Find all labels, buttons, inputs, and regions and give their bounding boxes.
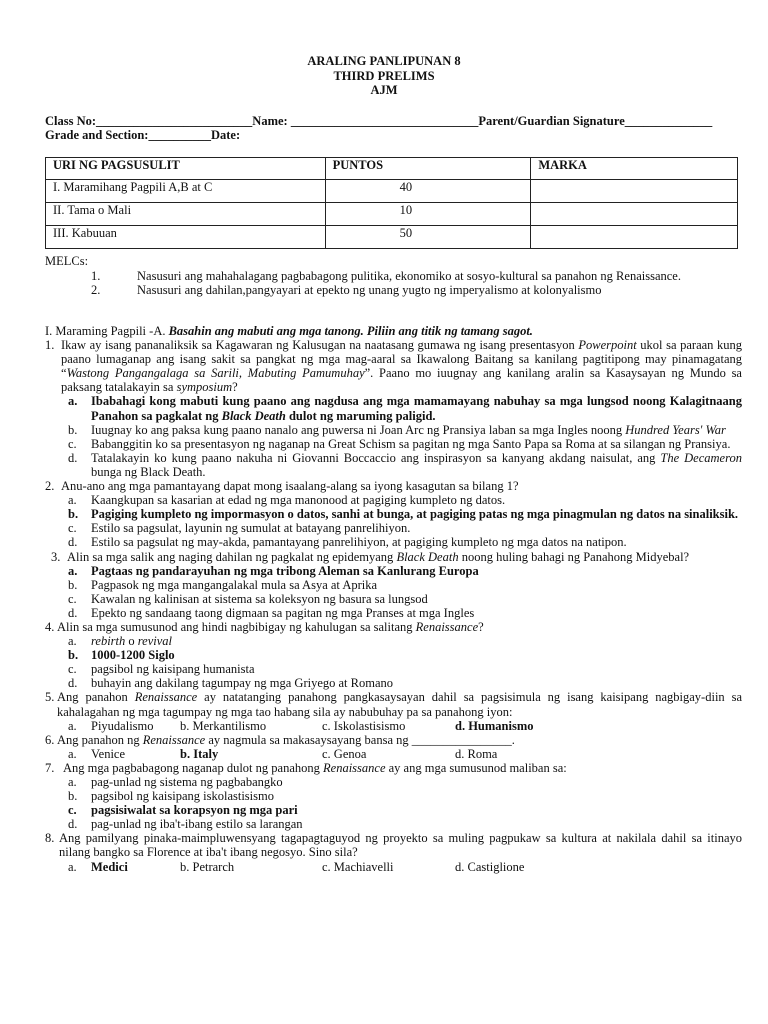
question-6 <box>45 733 742 747</box>
row-mark[interactable] <box>531 226 738 249</box>
table-row <box>46 226 738 249</box>
option-text: Ibabahagi kong mabuti kung paano ang nagdusa ang mga mamamayang nabuhay sa mga lungsod noong Kalagitnaang Panahon sa pagkalat ng <box>91 394 742 423</box>
option-d[interactable]: d. Humanismo <box>455 718 534 733</box>
option-text: Pagpasok ng mga mangangalakal mula sa Asya at Aprika <box>91 577 378 592</box>
question-number: 6. <box>45 732 55 747</box>
section-instruction: Basahin ang mabuti ang mga tanong. Piliin ang titik ng tamang sagot. <box>168 324 533 338</box>
grade-section-date-line: Grade and Section:__________Date: <box>45 128 241 142</box>
option-text: pagsibol ng kaisipang humanista <box>91 662 255 677</box>
option-letter: a. <box>68 493 77 508</box>
option-c[interactable]: c. Machiavelli <box>322 859 394 874</box>
question-text-italic: Renaissance <box>134 690 198 705</box>
question-text: Ang panahon <box>57 690 135 705</box>
question-text-italic: Renaissance <box>142 732 206 747</box>
header-points: PUNTOS <box>325 158 531 180</box>
question-text: ”. Paano mo iuugnay ang kanilang aralin sa Kasaysayan ng Mundo sa paksang tatalakayin sa <box>61 366 742 395</box>
option-letter: b. <box>68 577 78 592</box>
option-letter: c. <box>68 591 77 606</box>
questions-section <box>45 324 742 874</box>
option-c[interactable] <box>45 662 742 676</box>
row-type: II. Tama o Mali <box>46 203 326 226</box>
table-row <box>46 203 738 226</box>
subject-title: ARALING PANLIPUNAN 8 <box>307 54 461 68</box>
option-b[interactable] <box>45 648 742 662</box>
question-1 <box>45 338 742 394</box>
options-row <box>45 747 742 761</box>
option-text: Babanggitin ko sa presentasyon ng naganap na Great Schism sa pagitan ng mga Santo Papa sa Roma at sa silangan ng Pransiya. <box>91 436 731 451</box>
question-text: ? <box>232 380 238 395</box>
row-points <box>325 226 531 249</box>
question-text: Ikaw ay isang pananaliksik sa Kagawaran ng Kalusugan na naatasang gumawa ng isang presentasyon <box>61 338 579 353</box>
option-text: dulot ng maruming paligid. <box>285 408 436 423</box>
option-letter: c. <box>68 662 77 677</box>
question-text: Ang panahon ng <box>57 732 143 747</box>
option-text: Estilo sa pagsulat, layunin ng sumulat at batayang panrelihiyon. <box>91 521 411 536</box>
melc-text: Nasusuri ang mahahalagang pagbabagong pulitika, ekonomiko at sosyo-kultural sa panahon ng Renaissance. <box>137 268 681 283</box>
option-text-italic: Black Death <box>221 408 286 423</box>
option-text: Pagiging kumpleto ng impormasyon o datos, sanhi at bunga, at pagiging patas ng mga pinagmulan ng datos na sinaliksik. <box>91 507 739 522</box>
question-text-italic: symposium <box>176 380 233 395</box>
points-value: 40 <box>399 180 413 194</box>
question-8 <box>45 831 742 859</box>
row-points <box>325 180 531 203</box>
row-mark[interactable] <box>531 180 738 203</box>
question-number: 4. <box>45 619 55 634</box>
option-letter: d. <box>68 676 78 691</box>
table-row <box>46 180 738 203</box>
option-a[interactable] <box>45 564 742 578</box>
question-text-italic: Renaissance <box>323 760 386 775</box>
option-text-italic: The Decameron <box>660 450 743 465</box>
header-mark: MARKA <box>531 158 738 180</box>
option-c[interactable] <box>45 437 742 451</box>
option-letter: a. <box>68 718 77 733</box>
option-text: pag-unlad ng iba't-ibang estilo sa larangan <box>91 817 303 832</box>
option-letter: a. <box>68 775 77 789</box>
option-c[interactable] <box>45 803 742 817</box>
option-a[interactable] <box>45 634 742 648</box>
option-c[interactable]: c. Genoa <box>322 746 367 761</box>
option-b[interactable] <box>45 507 742 521</box>
melcs-label: MELCs: <box>45 254 89 268</box>
option-text: pag-unlad ng sistema ng pagbabangko <box>91 775 283 789</box>
question-4 <box>45 620 742 634</box>
question-text: ay nagmula sa makasaysayang bansa ng ________________. <box>205 732 515 747</box>
option-text: Kaangkupan sa kasarian at edad ng mga manonood at pagiging kumpleto ng datos. <box>91 493 506 508</box>
question-number: 2. <box>45 479 55 494</box>
section-title: I. Maraming Pagpili -A. <box>45 324 169 338</box>
question-text-italic: Black Death <box>396 549 459 564</box>
option-letter: c. <box>68 521 77 536</box>
option-text-italic: revival <box>137 634 173 649</box>
option-text: bunga ng Black Death. <box>91 464 206 479</box>
option-letter: b. <box>68 789 78 804</box>
question-text: ay ang mga sumusunod maliban sa: <box>385 760 567 775</box>
exam-header <box>0 54 768 98</box>
question-number: 5. <box>45 690 55 705</box>
melc-item <box>45 283 737 298</box>
row-type: I. Maramihang Pagpili A,B at C <box>46 180 326 203</box>
question-number: 7. <box>45 760 55 775</box>
option-b[interactable]: b. Petrarch <box>180 859 235 874</box>
option-text: Pagtaas ng pandarayuhan ng mga tribong Aleman sa Kanlurang Europa <box>91 563 479 578</box>
option-d[interactable] <box>45 817 742 831</box>
option-a[interactable]: Venice <box>91 746 126 761</box>
option-a[interactable]: Medici <box>91 859 128 874</box>
option-d[interactable] <box>45 535 742 549</box>
class-name-signature-line: Class No:_________________________Name: ______________________________Parent/Guardian Signature______________ <box>45 114 713 128</box>
option-letter: d. <box>68 817 78 832</box>
question-number: 8. <box>45 831 55 846</box>
options-row <box>45 719 742 733</box>
option-letter: a. <box>68 859 77 874</box>
header-type: URI NG PAGSUSULIT <box>46 158 326 180</box>
question-text: Alin sa mga sumusunod ang hindi nagbibigay ng kahulugan sa salitang <box>57 619 416 634</box>
option-b[interactable] <box>45 423 742 437</box>
option-text: pagsisiwalat sa korapsyon ng mga pari <box>91 803 298 818</box>
option-b[interactable]: b. Italy <box>180 746 219 761</box>
question-7 <box>45 761 742 775</box>
melc-number: 1. <box>91 268 101 283</box>
option-letter: d. <box>68 450 78 465</box>
option-d[interactable]: d. Roma <box>455 746 498 761</box>
option-b[interactable]: b. Merkantilismo <box>180 718 267 733</box>
option-letter: b. <box>68 648 79 663</box>
option-letter: c. <box>68 436 77 451</box>
option-text: pagsibol ng kaisipang iskolastisismo <box>91 789 274 804</box>
melc-number: 2. <box>91 283 101 297</box>
option-text: Estilo sa pagsulat ng may-akda, pamantayang panrelihiyon, at pagiging kumpleto ng mga datos na natipon. <box>91 535 627 550</box>
option-a[interactable] <box>45 394 742 422</box>
option-text: 1000-1200 Siglo <box>91 648 175 663</box>
question-text: ukol sa paraan kung paano lumaganap ang isang sakit sa pangkat ng mga mag-aaral sa Ikawalong Baitang sa kanilang pagtitipong may pinamagatang “ <box>61 338 742 381</box>
option-c[interactable]: c. Iskolastisismo <box>322 718 406 733</box>
section-heading <box>45 324 742 338</box>
option-letter: c. <box>68 803 77 818</box>
options-row <box>45 860 742 874</box>
question-number: 1. <box>45 338 55 353</box>
option-text: Kawalan ng kalinisan at sistema sa koleksyon ng basura sa lungsod <box>91 591 428 606</box>
option-a[interactable] <box>45 493 742 507</box>
question-text: Alin sa mga salik ang naging dahilan ng pagkalat ng epidemyang <box>67 549 397 564</box>
option-text: o <box>125 634 138 649</box>
question-3 <box>45 550 742 564</box>
option-letter: a. <box>68 394 78 409</box>
option-letter: d. <box>68 535 78 550</box>
score-table <box>45 157 738 249</box>
option-letter: d. <box>68 605 78 620</box>
question-text: noong huling bahagi ng Panahong Midyebal? <box>458 549 690 564</box>
option-letter: b. <box>68 422 78 437</box>
option-a[interactable]: Piyudalismo <box>91 718 154 733</box>
row-points <box>325 203 531 226</box>
question-text: Ang mga pagbabagong naganap dulot ng panahong <box>63 760 324 775</box>
option-d[interactable] <box>45 451 742 479</box>
option-text-italic: Hundred Years' War <box>625 422 726 437</box>
teacher-initials: AJM <box>370 83 398 97</box>
option-a[interactable] <box>45 775 742 789</box>
melc-item <box>45 269 693 284</box>
score-table-header <box>46 158 738 180</box>
option-d[interactable] <box>45 676 742 690</box>
option-text: buhayin ang dakilang tagumpay ng mga Griyego at Romano <box>91 676 394 691</box>
option-c[interactable] <box>45 521 742 535</box>
question-number: 3. <box>51 549 61 564</box>
exam-title: THIRD PRELIMS <box>333 68 435 83</box>
question-text: Ang pamilyang pinaka-maimpluwensyang tagapagtaguyod ng proyekto sa muling pagpukaw sa kultura at nakilala dahil sa itinayo nilang bangko sa Florence at iba't ibang negosyo. Sino sila? <box>59 831 742 860</box>
question-2 <box>45 479 742 493</box>
melc-text: Nasusuri ang dahilan,pangyayari at epekto ng unang yugto ng imperyalismo at kolonyalismo <box>137 283 602 297</box>
option-text: Epekto ng sandaang taong digmaan sa pagitan ng mga Pranses at mga Ingles <box>91 605 475 620</box>
student-info-fields <box>45 114 712 142</box>
question-text: Anu-ano ang mga pamantayang dapat mong isaalang-alang sa iyong kasagutan sa bilang 1? <box>61 479 519 494</box>
question-text-italic: Powerpoint <box>578 338 637 353</box>
row-mark[interactable] <box>531 203 738 226</box>
melcs-section <box>45 254 745 298</box>
row-type: III. Kabuuan <box>46 226 326 249</box>
points-value: 50 <box>399 226 413 240</box>
points-value: 10 <box>399 203 413 217</box>
question-text: ? <box>478 619 484 634</box>
option-d[interactable] <box>45 606 742 620</box>
option-letter: a. <box>68 746 77 761</box>
question-text-italic: Renaissance <box>415 619 479 634</box>
option-letter: b. <box>68 507 79 522</box>
option-b[interactable] <box>45 789 742 803</box>
question-text-italic: Wastong Pangangalaga sa Sarili, Mabuting Pamumuhay <box>66 366 365 381</box>
option-text: Iuugnay ko ang paksa kung paano nanalo ang puwersa ni Joan Arc ng Pransiya laban sa mga Ingles noong <box>91 422 626 437</box>
option-text: Tatalakayin ko kung paano nakuha ni Giovanni Boccaccio ang inspirasyon sa kanyang akdang naisulat, ang <box>91 450 661 465</box>
option-letter: a. <box>68 634 77 649</box>
question-5 <box>45 690 742 718</box>
option-letter: a. <box>68 563 78 578</box>
option-text-italic: rebirth <box>91 634 126 649</box>
option-b[interactable] <box>45 578 742 592</box>
option-c[interactable] <box>45 592 742 606</box>
option-d[interactable]: d. Castiglione <box>455 859 525 874</box>
question-text: ay natatanging panahong pangkasaysayan dahil sa pagsisimula ng isang kaisipang nagbigay-diin sa kahalagahan ng mga tagumpay ng mga tao habang sila ay nabubuhay pa sa panahong iyon: <box>57 690 743 719</box>
